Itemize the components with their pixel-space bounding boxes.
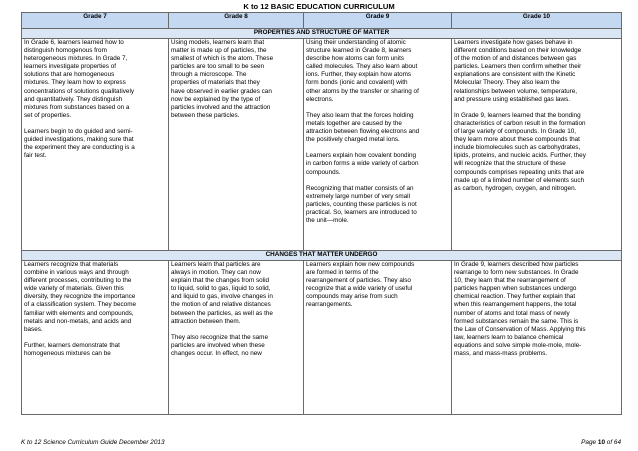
section-heading-changes: CHANGES THAT MATTER UNDERGO	[22, 251, 622, 261]
cell-paragraph: In Grade 9, learners described how particles rearrange to form new substances. In Grade 10, they learn that the rearrangement of particles happen when substances undergo chemical reaction. They further explain that when this rearrangement happens, the total number of atoms and total mass of newly formed substances remain the same. This is the Law of Conservation of Mass. Applying this law, learners learn to balance chemical equations and solve simple mole-mole, mole- mass, and mass-mass problems.	[454, 261, 586, 358]
grade-7-header: Grade 7	[22, 13, 169, 29]
grade-8-cell	[169, 39, 304, 251]
cell-content	[454, 261, 619, 414]
grade-9-header: Grade 9	[304, 13, 452, 29]
grade-10-header: Grade 10	[452, 13, 622, 29]
section-heading-row	[22, 29, 622, 39]
grade-9-cell	[304, 261, 452, 415]
cell-paragraph: Learners investigate how gases behave in different conditions based on their knowledge of the motion of and distances between gas particles. Learners then confirm whether their explanations are consistent with the Kinetic Molecular Theory. They also learn the relationships between volume, temperature, and pressure using established gas laws.	[454, 39, 582, 103]
cell-paragraph: Using models, learners learn that matter is made up of particles, the smallest of which is the atom. These particles are too small to be seen through a microscope. The properties of materials that they have observed in earlier grades can now be explained by the type of particles involved and the attraction between these particles.	[171, 39, 274, 119]
cell-paragraph: Learners explain how new compounds are formed in terms of the rearrangement of particles. They also recognize that a wide variety of useful compounds may arise from such rearrangements.	[306, 261, 415, 309]
cell-paragraph: They also recognize that the same particles are involved when these changes occur. In effect, no new	[171, 333, 268, 358]
grade-7-cell	[22, 39, 169, 251]
cell-paragraph: They also learn that the forces holding metals together are caused by the attraction between flowing electrons and the positively charged metal ions.	[306, 111, 420, 144]
cell-paragraph: Learners explain how covalent bonding in carbon forms a wide variety of carbon compounds.	[306, 152, 419, 176]
page-total: of 64	[606, 439, 621, 446]
section-content-row	[22, 39, 622, 251]
grade-10-cell	[452, 39, 622, 251]
footer-guide-title: K to 12 Science Curriculum Guide December 2013	[21, 439, 165, 446]
cell-paragraph: In Grade 6, learners learned how to distinguish homogenous from heterogeneous mixtures. In Grade 7, learners investigate properties of solutions that are homogeneous mixtures. They learn how to express concentrations of solutions qualitatively and quantitatively. They distinguish mixtures from substances based on a set of properties.	[24, 39, 135, 119]
cell-paragraph: Learners recognize that materials combine in various ways and through different processes, contributing to the wide variety of materials. Given this diversity, they recognize the importance of a classification system. They become familiar with elements and compounds, metals and non-metals, and acids and bases.	[24, 261, 137, 333]
page-label: Page	[581, 439, 597, 446]
cell-paragraph: Recognizing that matter consists of an extremely large number of very small particles, counting these particles is not practical. So, learners are introduced to the unit—mole.	[306, 184, 417, 225]
grade-8-cell	[169, 261, 304, 415]
grade-8-header: Grade 8	[169, 13, 304, 29]
grade-header-row	[22, 13, 622, 29]
cell-content	[24, 261, 166, 414]
cell-paragraph: Further, learners demonstrate that homogeneous mixtures can be	[24, 341, 120, 358]
page-footer	[21, 438, 621, 448]
cell-content	[171, 261, 301, 414]
curriculum-table	[21, 12, 622, 415]
cell-paragraph: Learners begin to do guided and semi- guided investigations, making sure that the experiment they are conducting is a fair test.	[24, 128, 135, 160]
grade-10-cell	[452, 261, 622, 415]
section-heading-row	[22, 251, 622, 261]
section-content-row	[22, 261, 622, 415]
grade-7-cell	[22, 261, 169, 415]
cell-paragraph: Using their understanding of atomic structure learned in Grade 8, learners describe how atoms can form units called molecules. They also learn about ions. Further, they explain how atoms form bonds (ionic and covalent) with other atoms by the transfer or sharing of electrons.	[306, 39, 419, 103]
cell-paragraph: In Grade 9, learners learned that the bonding characteristics of carbon result in the formation of large variety of compounds. In Grade 10, they learn more about these compounds that include biomolecules such as carbohydrates, lipids, proteins, and nucleic acids. Further, they will recognize that the structure of these compounds comprises repeating units that are made up of a limited number of elements such as carbon, hydrogen, oxygen, and nitrogen.	[454, 111, 586, 192]
cell-content	[306, 261, 449, 414]
page-number-indicator	[581, 438, 621, 448]
grade-9-cell	[304, 39, 452, 251]
section-heading-properties: PROPERTIES AND STRUCTURE OF MATTER	[22, 29, 622, 39]
cell-paragraph: Learners learn that particles are always in motion. They can now explain that the changes from solid to liquid, solid to gas, liquid to solid, and liquid to gas, involve changes in the motion of and relative distances between the particles, as well as the attraction between them.	[171, 261, 273, 325]
page-number: 10	[597, 439, 605, 446]
page-title: K to 12 BASIC EDUCATION CURRICULUM	[243, 2, 395, 11]
